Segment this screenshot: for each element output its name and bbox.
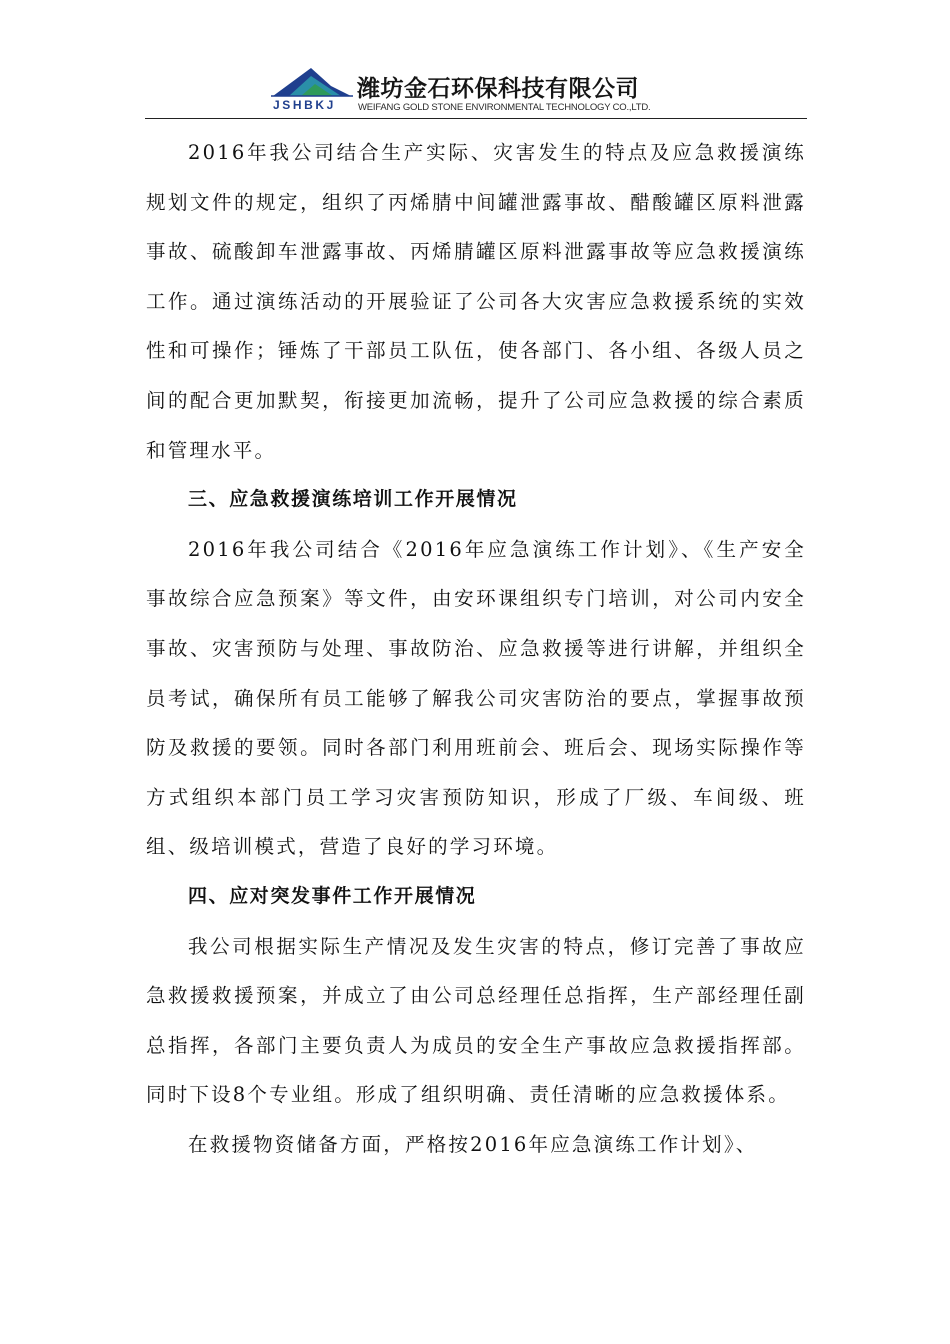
page-header [145, 66, 807, 120]
section-heading: 三、应急救援演练培训工作开展情况 [188, 488, 518, 511]
header-divider [145, 118, 807, 119]
logo-letters: JSHBKJ [273, 98, 336, 112]
body-paragraph: 在救援物资储备方面，严格按2016年应急演练工作计划》、 [188, 1132, 758, 1156]
section-heading: 四、应对突发事件工作开展情况 [188, 884, 477, 907]
body-paragraph: 2016年我公司结合《2016年应急演练工作计划》、《生产安全事故综合应急预案》等文件，由安环课组织专门培训，对公司内安全事故、灾害预防与处理、事故防治、应急救援等进行讲解，并组织全员考试，确保所有员工能够了解我公司灾害防治的要点，掌握事故预防及救援的要领。同时各部门利用班前会、班后会、现场实际操作等方式组织本部门员工学习灾害预防知识，形成了厂级、车间级、班组、级培训模式，营造了良好的学习环境。 [146, 537, 806, 859]
company-name-english: WEIFANG GOLD STONE ENVIRONMENTAL TECHNOLOGY CO.,LTD. [358, 102, 651, 113]
document-body [146, 128, 806, 1169]
body-paragraph: 2016年我公司结合生产实际、灾害发生的特点及应急救援演练规划文件的规定，组织了丙烯腈中间罐泄露事故、醋酸罐区原料泄露事故、硫酸卸车泄露事故、丙烯腈罐区原料泄露事故等应急救援演练工作。通过演练活动的开展验证了公司各大灾害应急救援系统的实效性和可操作；锤炼了干部员工队伍，使各部门、各小组、各级人员之间的配合更加默契，衔接更加流畅，提升了公司应急救援的综合素质和管理水平。 [146, 141, 806, 462]
company-name-chinese: 潍坊金石环保科技有限公司 [357, 76, 639, 102]
body-paragraph: 我公司根据实际生产情况及发生灾害的特点，修订完善了事故应急救援救援预案，并成立了由公司总经理任总指挥，生产部经理任副总指挥，各部门主要负责人为成员的安全生产事故应急救援指挥部。同时下设8个专业组。形成了组织明确、责任清晰的应急救援体系。 [146, 934, 806, 1107]
